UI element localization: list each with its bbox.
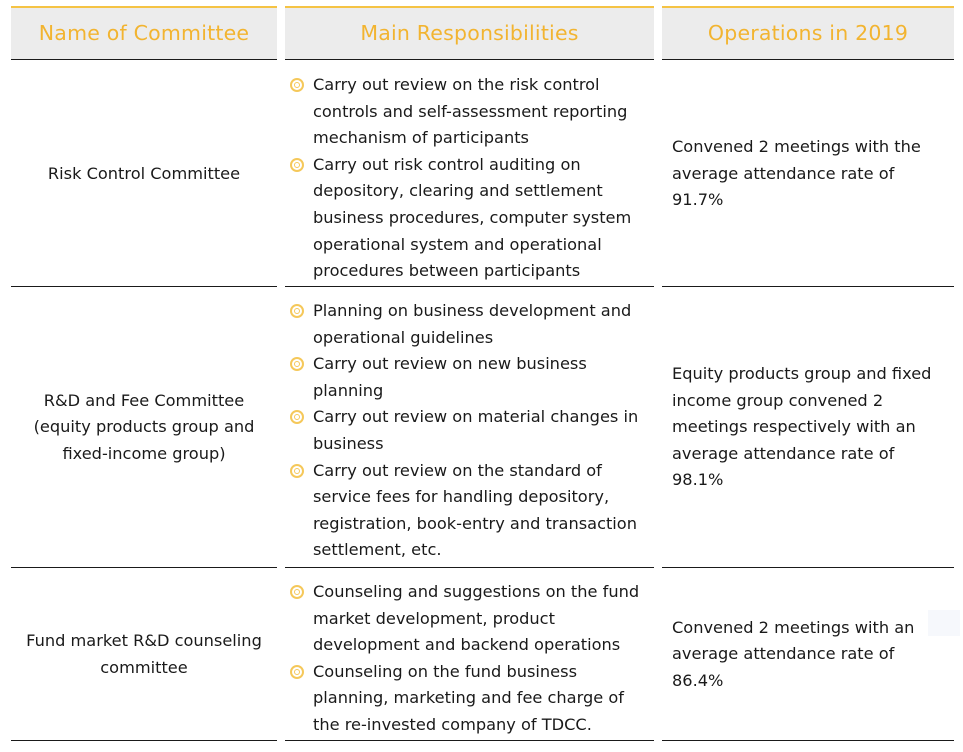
operations-text: Convened 2 meetings with an average attendance rate of 86.4% <box>672 617 915 690</box>
responsibilities-cell <box>285 62 654 286</box>
committee-name: Fund market R&D counseling committee <box>26 630 262 677</box>
responsibilities-cell <box>285 288 654 567</box>
double-circle-bullet-icon <box>290 304 304 318</box>
row-divider <box>285 286 654 287</box>
row-divider <box>11 286 277 287</box>
committee-name: R&D and Fee Committee (equity products group and fixed-income group) <box>33 390 255 463</box>
header-name-of-committee: Name of Committee <box>38 20 250 45</box>
responsibility-text: Carry out review on new business planning <box>313 354 587 400</box>
row-divider <box>662 567 954 568</box>
row-divider <box>662 286 954 287</box>
header-main-responsibilities: Main Responsibilities <box>360 20 579 45</box>
operations-text: Equity products group and fixed income group convened 2 meetings respectively with an average attendance rate of 98.1% <box>672 364 932 490</box>
responsibilities-list <box>285 72 654 285</box>
faint-highlight <box>928 610 960 636</box>
double-circle-bullet-icon <box>290 78 304 92</box>
row-divider <box>285 740 654 741</box>
header-operations-2019: Operations in 2019 <box>707 20 909 45</box>
list-item <box>285 458 654 564</box>
committee-name-cell <box>11 288 277 567</box>
double-circle-bullet-icon <box>290 665 304 679</box>
responsibility-text: Counseling on the fund business planning, marketing and fee charge of the re-invested company of TDCC. <box>313 661 624 734</box>
responsibility-text: Counseling and suggestions on the fund market development, product development and backend operations <box>313 582 640 655</box>
operations-cell <box>662 62 954 286</box>
double-circle-bullet-icon <box>290 158 304 172</box>
operations-text: Convened 2 meetings with the average attendance rate of 91.7% <box>672 137 921 210</box>
committee-name-cell <box>11 569 277 740</box>
responsibility-text: Carry out review on material changes in business <box>313 407 639 453</box>
responsibilities-cell <box>285 569 654 740</box>
list-item <box>285 579 654 659</box>
row-divider <box>662 740 954 741</box>
committee-name-cell <box>11 62 277 286</box>
list-item <box>285 351 654 404</box>
double-circle-bullet-icon <box>290 357 304 371</box>
committee-name: Risk Control Committee <box>47 163 241 183</box>
row-divider <box>285 567 654 568</box>
list-item <box>285 152 654 285</box>
responsibilities-list <box>285 298 654 564</box>
double-circle-bullet-icon <box>290 410 304 424</box>
list-item <box>285 659 654 739</box>
row-divider <box>11 567 277 568</box>
list-item <box>285 298 654 351</box>
list-item <box>285 404 654 457</box>
double-circle-bullet-icon <box>290 585 304 599</box>
header-column-gap <box>654 6 662 60</box>
responsibilities-list <box>285 579 654 739</box>
header-column-gap <box>277 6 285 60</box>
list-item <box>285 72 654 152</box>
responsibility-text: Planning on business development and operational guidelines <box>313 301 632 347</box>
responsibility-text: Carry out review on the standard of service fees for handling depository, registration, book-entry and transaction settlement, etc. <box>313 460 637 560</box>
double-circle-bullet-icon <box>290 464 304 478</box>
operations-cell <box>662 288 954 567</box>
responsibility-text: Carry out review on the risk control controls and self-assessment reporting mechanism of participants <box>313 75 628 148</box>
operations-cell <box>662 569 954 740</box>
row-divider <box>11 740 277 741</box>
responsibility-text: Carry out risk control auditing on depository, clearing and settlement business procedures, computer system operational system and operational procedures between participants <box>313 154 632 281</box>
